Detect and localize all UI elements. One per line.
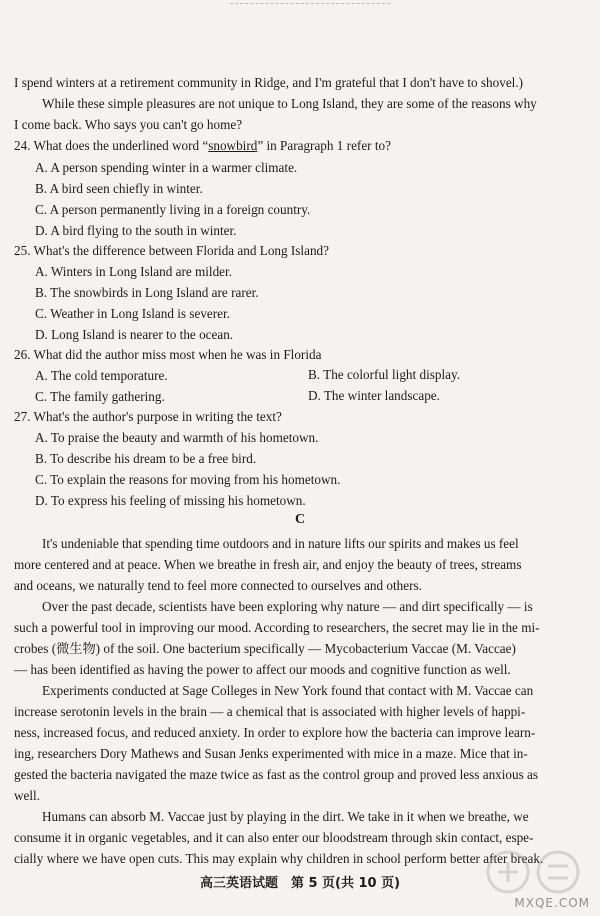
text-line: crobes (微生物) of the soil. One bacterium specifically — Mycobacterium Vaccae (M. Vaccae): [14, 641, 516, 656]
text-line: It's undeniable that spending time outdoors and in nature lifts our spirits and makes us feel: [42, 536, 519, 551]
option-26-d: D. The winter landscape.: [308, 388, 440, 403]
option-26-a: A. The cold temporature.: [35, 368, 168, 383]
text-line: ness, increased focus, and reduced anxiety. In order to explore how the bacteria can improve learn-: [14, 725, 536, 740]
option-24-d: D. A bird flying to the south in winter.: [35, 223, 237, 238]
text-line: ing, researchers Dory Mathews and Susan Jenks experimented with mice in a maze. Mice that in-: [14, 746, 528, 761]
text-line: While these simple pleasures are not unique to Long Island, they are some of the reasons why: [42, 96, 537, 111]
text-line: increase serotonin levels in the brain — a chemical that is associated with higher levels of happi-: [14, 704, 526, 719]
question-24-stem: [14, 137, 391, 155]
option-26-c: C. The family gathering.: [35, 389, 165, 404]
watermark-text: MXQE.COM: [514, 896, 590, 910]
question-27-stem: 27. What's the author's purpose in writing the text?: [14, 409, 282, 424]
text-line: and oceans, we naturally tend to feel more connected to ourselves and others.: [14, 578, 422, 593]
text-line: — has been identified as having the power to affect our moods and cognitive function as well.: [14, 662, 511, 677]
option-24-c: C. A person permanently living in a foreign country.: [35, 202, 311, 217]
section-title: C: [294, 512, 306, 527]
option-27-b: B. To describe his dream to be a free bird.: [35, 451, 257, 466]
option-27-d: D. To express his feeling of missing his hometown.: [35, 493, 306, 508]
text-line: consume it in organic vegetables, and it can also enter our bloodstream through skin contact, espe-: [14, 830, 534, 845]
top-divider: [230, 3, 390, 4]
option-25-d: D. Long Island is nearer to the ocean.: [35, 327, 234, 342]
option-27-c: C. To explain the reasons for moving from his hometown.: [35, 472, 341, 487]
text-line: well.: [14, 788, 41, 803]
text-line: Experiments conducted at Sage Colleges in New York found that contact with M. Vaccae can: [42, 683, 534, 698]
stem-part: 24. What does the underlined word “: [14, 138, 209, 153]
stem-part: ” in Paragraph 1 refer to?: [257, 138, 391, 153]
page-footer: 高三英语试题 第 5 页(共 10 页): [199, 876, 401, 891]
underlined-word: snowbird: [208, 138, 258, 153]
option-27-a: A. To praise the beauty and warmth of his hometown.: [35, 430, 319, 445]
text-line: such a powerful tool in improving our mood. According to researchers, the secret may lie in the mi-: [14, 620, 540, 635]
text-line: I spend winters at a retirement community in Ridge, and I'm grateful that I don't have to shovel.): [14, 75, 524, 90]
option-25-a: A. Winters in Long Island are milder.: [35, 264, 232, 279]
option-24-b: B. A bird seen chiefly in winter.: [35, 181, 203, 196]
watermark-logo-icon: [480, 846, 590, 902]
option-25-c: C. Weather in Long Island is severer.: [35, 306, 230, 321]
text-line: Over the past decade, scientists have been exploring why nature — and dirt specifically — is: [42, 599, 533, 614]
text-line: Humans can absorb M. Vaccae just by playing in the dirt. We take in it when we breathe, we: [42, 809, 529, 824]
text-line: gested the bacteria navigated the maze twice as fast as the control group and proved less anxious as: [14, 767, 539, 782]
question-26-stem: 26. What did the author miss most when he was in Florida: [14, 347, 322, 362]
option-26-b: B. The colorful light display.: [308, 367, 461, 382]
question-25-stem: 25. What's the difference between Florida and Long Island?: [14, 243, 329, 258]
option-25-b: B. The snowbirds in Long Island are rarer.: [35, 285, 259, 300]
text-line: I come back. Who says you can't go home?: [14, 117, 243, 132]
option-24-a: A. A person spending winter in a warmer climate.: [35, 160, 298, 175]
text-line: cially where we have open cuts. This may explain why children in school perform better after break.: [14, 851, 544, 866]
text-line: more centered and at peace. When we breathe in fresh air, and enjoy the beauty of trees, streams: [14, 557, 522, 572]
